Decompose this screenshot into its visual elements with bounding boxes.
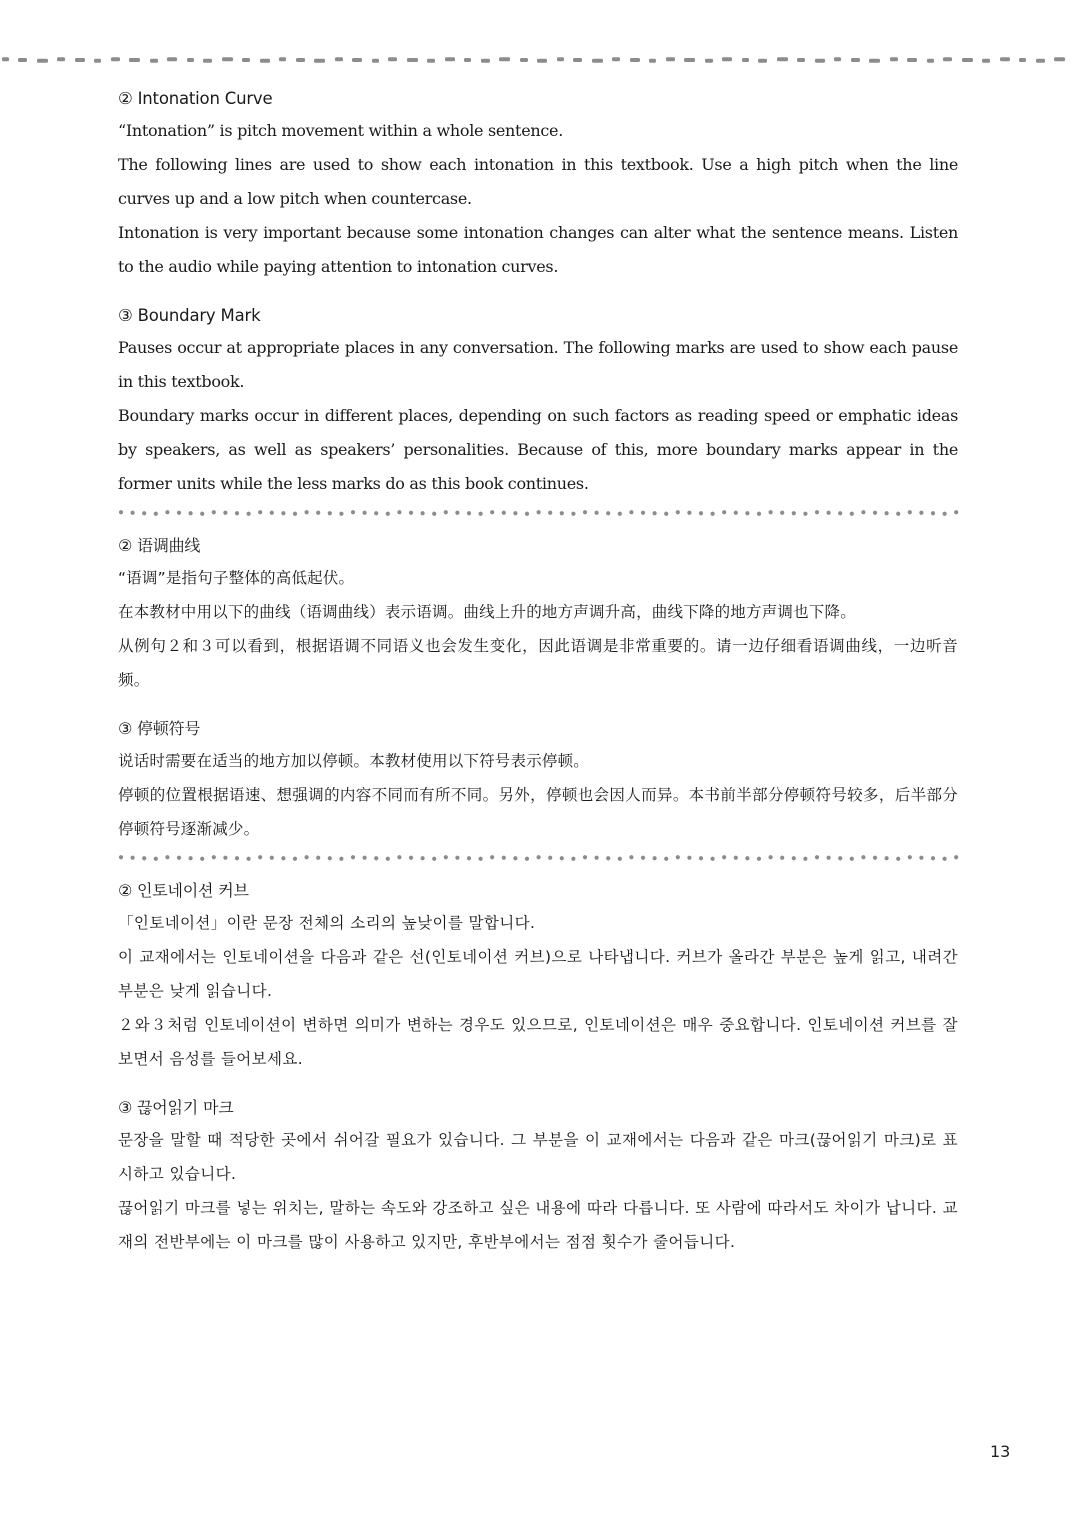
korean-intonation-line-2: 이 교재에서는 인토네이션을 다음과 같은 선(인토네이션 커브)으로 나타냅니다. 커브가 올라간 부분은 높게 읽고, 내려간 부분은 낮게 읽습니다.	[118, 948, 958, 1000]
divider-dot	[200, 857, 204, 861]
divider-dot	[235, 856, 239, 860]
border-dash	[129, 58, 140, 62]
divider-dot	[850, 857, 854, 861]
divider-dot	[316, 511, 320, 515]
border-dash	[557, 57, 564, 61]
divider-dot	[212, 510, 216, 514]
divider-dot	[931, 511, 935, 515]
border-dash	[1054, 57, 1065, 61]
divider-dot	[432, 512, 436, 516]
divider-dot	[873, 856, 877, 860]
divider-dot	[281, 511, 285, 515]
chinese-intonation-line-3: 从例句２和３可以看到，根据语调不同语义也会发生变化，因此语调是非常重要的。请一边仔细看语调曲线，一边听音频。	[118, 637, 958, 689]
divider-dot	[769, 855, 773, 859]
border-dash	[927, 59, 934, 63]
border-dash	[75, 58, 85, 62]
divider-dot	[641, 856, 645, 860]
chinese-intonation-heading: ② 语调曲线	[118, 536, 201, 555]
divider-dot	[421, 511, 425, 515]
divider-dot	[629, 510, 633, 514]
divider-dot	[537, 510, 541, 514]
divider-dot	[328, 856, 332, 860]
divider-dot	[676, 855, 680, 859]
border-dash	[464, 58, 471, 62]
border-dash	[758, 59, 767, 63]
divider-dot	[397, 510, 401, 514]
divider-dot	[734, 856, 738, 860]
border-dash	[834, 57, 841, 61]
border-dash	[907, 58, 917, 62]
border-dash	[592, 59, 603, 63]
divider-dot	[954, 510, 958, 514]
border-dash	[150, 59, 158, 63]
divider-dot	[223, 511, 227, 515]
divider-dot	[444, 510, 448, 514]
border-dash	[388, 57, 397, 61]
divider-dot	[792, 511, 796, 515]
border-dash	[573, 58, 582, 62]
divider-dot	[363, 511, 367, 515]
divider-dot	[386, 857, 390, 861]
divider-dot	[595, 511, 599, 515]
dotted-divider	[118, 507, 960, 519]
border-dash	[815, 59, 825, 63]
border-dash	[742, 58, 749, 62]
korean-section	[118, 876, 958, 1259]
divider-dot	[943, 512, 947, 516]
divider-dot	[711, 857, 715, 861]
divider-dot	[293, 857, 297, 861]
chinese-boundary-heading: ③ 停顿符号	[118, 719, 201, 738]
divider-dot	[629, 855, 633, 859]
divider-dot	[258, 855, 262, 859]
english-boundary-heading: ③ Boundary Mark	[118, 306, 261, 325]
border-dash	[851, 58, 860, 62]
border-dash	[314, 59, 325, 63]
divider-dot	[699, 511, 703, 515]
divider-dot	[200, 512, 204, 516]
divider-dot	[687, 511, 691, 515]
border-dash	[18, 58, 27, 62]
border-dash	[499, 57, 510, 61]
divider-dot	[606, 511, 610, 515]
divider-dot	[502, 511, 506, 515]
divider-dot	[780, 511, 784, 515]
divider-dot	[247, 512, 251, 516]
divider-dot	[142, 856, 146, 860]
divider-dot	[154, 857, 158, 861]
divider-dot	[548, 511, 552, 515]
divider-dot	[363, 856, 367, 860]
divider-dot	[919, 511, 923, 515]
border-dash	[260, 59, 270, 63]
divider-dot	[293, 512, 297, 516]
divider-dot	[653, 511, 657, 515]
korean-boundary-line-1: 문장을 말할 때 적당한 곳에서 쉬어갈 필요가 있습니다. 그 부분을 이 교재에서는 다음과 같은 마크(끊어읽기 마크)로 표시하고 있습니다.	[118, 1131, 958, 1183]
divider-dot	[467, 856, 471, 860]
divider-dot	[548, 856, 552, 860]
border-dash	[352, 58, 362, 62]
divider-dot	[165, 855, 169, 859]
border-dash	[167, 57, 177, 61]
divider-dot	[421, 856, 425, 860]
divider-dot	[803, 512, 807, 516]
divider-dot	[560, 856, 564, 860]
border-dash	[705, 59, 713, 63]
divider-dot	[606, 856, 610, 860]
divider-dot	[119, 510, 123, 514]
divider-dot	[177, 511, 181, 515]
border-dash	[2, 57, 9, 61]
divider-dot	[745, 511, 749, 515]
divider-dot	[177, 856, 181, 860]
border-dash	[520, 58, 528, 62]
divider-dot	[885, 856, 889, 860]
border-dash	[296, 58, 305, 62]
page-content	[118, 84, 958, 1259]
divider-dot	[119, 855, 123, 859]
border-dash	[1036, 59, 1045, 63]
border-dash	[890, 57, 898, 61]
divider-dot	[165, 510, 169, 514]
divider-dot	[305, 855, 309, 859]
divider-dot	[641, 511, 645, 515]
top-decorative-border	[0, 50, 1075, 70]
divider-dot	[479, 857, 483, 861]
border-dash	[372, 59, 379, 63]
border-dash	[94, 59, 101, 63]
divider-dot	[722, 510, 726, 514]
divider-dot	[792, 856, 796, 860]
divider-dot	[374, 856, 378, 860]
divider-dot	[618, 512, 622, 516]
divider-dot	[908, 510, 912, 514]
divider-dot	[687, 856, 691, 860]
english-boundary-line-1: Pauses occur at appropriate places in any conversation. The following marks are used to show each pause in this textbook.	[118, 338, 958, 391]
border-dash	[279, 57, 286, 61]
divider-dot	[676, 510, 680, 514]
border-dash	[407, 58, 418, 62]
divider-dot	[328, 511, 332, 515]
border-dash	[962, 58, 973, 62]
dotted-divider	[118, 852, 960, 864]
english-intonation-heading: ② Intonation Curve	[118, 89, 273, 108]
korean-intonation-heading: ② 인토네이션 커브	[118, 881, 249, 900]
divider-dot	[189, 856, 193, 860]
divider-dot	[838, 856, 842, 860]
divider-dot	[699, 856, 703, 860]
divider-dot	[513, 856, 517, 860]
border-dash	[943, 57, 952, 61]
divider-dot	[374, 511, 378, 515]
divider-dot	[351, 855, 355, 859]
divider-dot	[827, 511, 831, 515]
chinese-section	[118, 531, 958, 846]
border-dash	[427, 59, 435, 63]
divider-dot	[745, 856, 749, 860]
divider-dot	[780, 856, 784, 860]
divider-dot	[850, 512, 854, 516]
border-dash	[187, 58, 194, 62]
korean-boundary-line-2: 끊어읽기 마크를 넣는 위치는, 말하는 속도와 강조하고 싶은 내용에 따라 다릅니다. 또 사람에 따라서도 차이가 납니다. 교재의 전반부에는 이 마크를 많이 사용하고 있지만, 후반부에서는 점점 횟수가 줄어듭니다.	[118, 1199, 958, 1251]
chinese-intonation-line-1: “语调”是指句子整体的高低起伏。	[118, 569, 355, 587]
divider-dot	[235, 511, 239, 515]
border-dash	[722, 57, 732, 61]
divider-dot	[270, 856, 274, 860]
divider-dot	[595, 856, 599, 860]
korean-boundary-heading: ③ 끊어읽기 마크	[118, 1098, 234, 1117]
divider-dot	[653, 856, 657, 860]
border-dash	[982, 59, 990, 63]
border-dash	[612, 57, 620, 61]
divider-dot	[339, 512, 343, 516]
divider-dot	[339, 857, 343, 861]
divider-dot	[409, 856, 413, 860]
divider-dot	[664, 857, 668, 861]
divider-dot	[827, 856, 831, 860]
divider-dot	[757, 512, 761, 516]
border-dash	[481, 59, 490, 63]
divider-dot	[757, 857, 761, 861]
divider-dot	[258, 510, 262, 514]
divider-dot	[954, 855, 958, 859]
page-number: 13	[990, 1442, 1011, 1461]
border-dash	[666, 57, 675, 61]
divider-dot	[397, 855, 401, 859]
divider-dot	[455, 511, 459, 515]
border-dash	[37, 59, 48, 63]
divider-dot	[815, 855, 819, 859]
divider-dot	[409, 511, 413, 515]
border-dash	[203, 59, 212, 63]
chinese-intonation-line-2: 在本教材中用以下的曲线（语调曲线）表示语调。曲线上升的地方声调升高，曲线下降的地方声调也下降。	[118, 603, 856, 621]
divider-dot	[943, 857, 947, 861]
divider-dot	[154, 512, 158, 516]
divider-dot	[873, 511, 877, 515]
divider-dot	[490, 510, 494, 514]
divider-dot	[664, 512, 668, 516]
divider-dot	[919, 856, 923, 860]
divider-dot	[247, 857, 251, 861]
divider-dot	[583, 510, 587, 514]
border-dash	[242, 58, 250, 62]
divider-dot	[896, 512, 900, 516]
divider-dot	[432, 857, 436, 861]
border-dash	[649, 59, 656, 63]
divider-dot	[815, 510, 819, 514]
divider-dot	[734, 511, 738, 515]
english-intonation-line-3: Intonation is very important because some intonation changes can alter what the sentence means. Listen to the audio while paying attention to intonation curves.	[118, 223, 958, 276]
english-intonation-line-1: “Intonation” is pitch movement within a whole sentence.	[118, 121, 563, 140]
english-section	[118, 84, 958, 501]
border-dash	[869, 59, 880, 63]
chinese-boundary-line-1: 说话时需要在适当的地方加以停顿。本教材使用以下符号表示停顿。	[118, 752, 590, 770]
divider-dot	[571, 857, 575, 861]
divider-dot	[189, 511, 193, 515]
divider-dot	[131, 856, 135, 860]
divider-dot	[513, 511, 517, 515]
border-dash	[335, 57, 343, 61]
korean-intonation-line-3: ２와３처럼 인토네이션이 변하면 의미가 변하는 경우도 있으므로, 인토네이션은 매우 중요합니다. 인토네이션 커브를 잘 보면서 음성를 들어보세요.	[118, 1016, 958, 1068]
border-dash	[111, 57, 120, 61]
english-intonation-line-2: The following lines are used to show each intonation in this textbook. Use a high pitch when the line curves up and a low pitch when countercase.	[118, 155, 958, 208]
divider-dot	[479, 512, 483, 516]
divider-dot	[560, 511, 564, 515]
divider-dot	[270, 511, 274, 515]
divider-dot	[502, 856, 506, 860]
divider-dot	[711, 512, 715, 516]
divider-dot	[305, 510, 309, 514]
divider-dot	[131, 511, 135, 515]
divider-dot	[896, 857, 900, 861]
divider-dot	[223, 856, 227, 860]
divider-dot	[803, 857, 807, 861]
divider-dot	[722, 855, 726, 859]
divider-dot	[537, 855, 541, 859]
border-dash	[57, 57, 65, 61]
divider-dot	[467, 511, 471, 515]
divider-dot	[885, 511, 889, 515]
divider-dot	[212, 855, 216, 859]
divider-dot	[571, 512, 575, 516]
border-dash	[684, 58, 695, 62]
divider-dot	[386, 512, 390, 516]
divider-dot	[583, 855, 587, 859]
divider-dot	[455, 856, 459, 860]
border-dash	[445, 57, 455, 61]
divider-dot	[444, 855, 448, 859]
border-dash	[222, 57, 233, 61]
english-boundary-line-2: Boundary marks occur in different places, depending on such factors as reading speed or emphatic ideas by speakers, as well as speakers’ personalities. Because of this, more boundary marks appear in the former units while the less marks do as this book continues.	[118, 406, 958, 493]
divider-dot	[351, 510, 355, 514]
divider-dot	[142, 511, 146, 515]
divider-dot	[525, 857, 529, 861]
border-dash	[630, 58, 640, 62]
divider-dot	[931, 856, 935, 860]
border-dash	[797, 58, 805, 62]
border-dash	[777, 57, 788, 61]
divider-dot	[769, 510, 773, 514]
divider-dot	[861, 510, 865, 514]
divider-dot	[316, 856, 320, 860]
divider-dot	[908, 855, 912, 859]
divider-dot	[861, 855, 865, 859]
divider-dot	[618, 857, 622, 861]
divider-dot	[490, 855, 494, 859]
divider-dot	[838, 511, 842, 515]
border-dash	[537, 59, 547, 63]
divider-dot	[525, 512, 529, 516]
korean-intonation-line-1: 「인토네이션」이란 문장 전체의 소리의 높낮이를 말합니다.	[118, 914, 536, 932]
chinese-boundary-line-2: 停顿的位置根据语速、想强调的内容不同而有所不同。另外，停顿也会因人而异。本书前半部分停顿符号较多，后半部分停顿符号逐渐减少。	[118, 786, 958, 838]
border-dash	[1000, 57, 1010, 61]
divider-dot	[281, 856, 285, 860]
border-dash	[1019, 58, 1026, 62]
